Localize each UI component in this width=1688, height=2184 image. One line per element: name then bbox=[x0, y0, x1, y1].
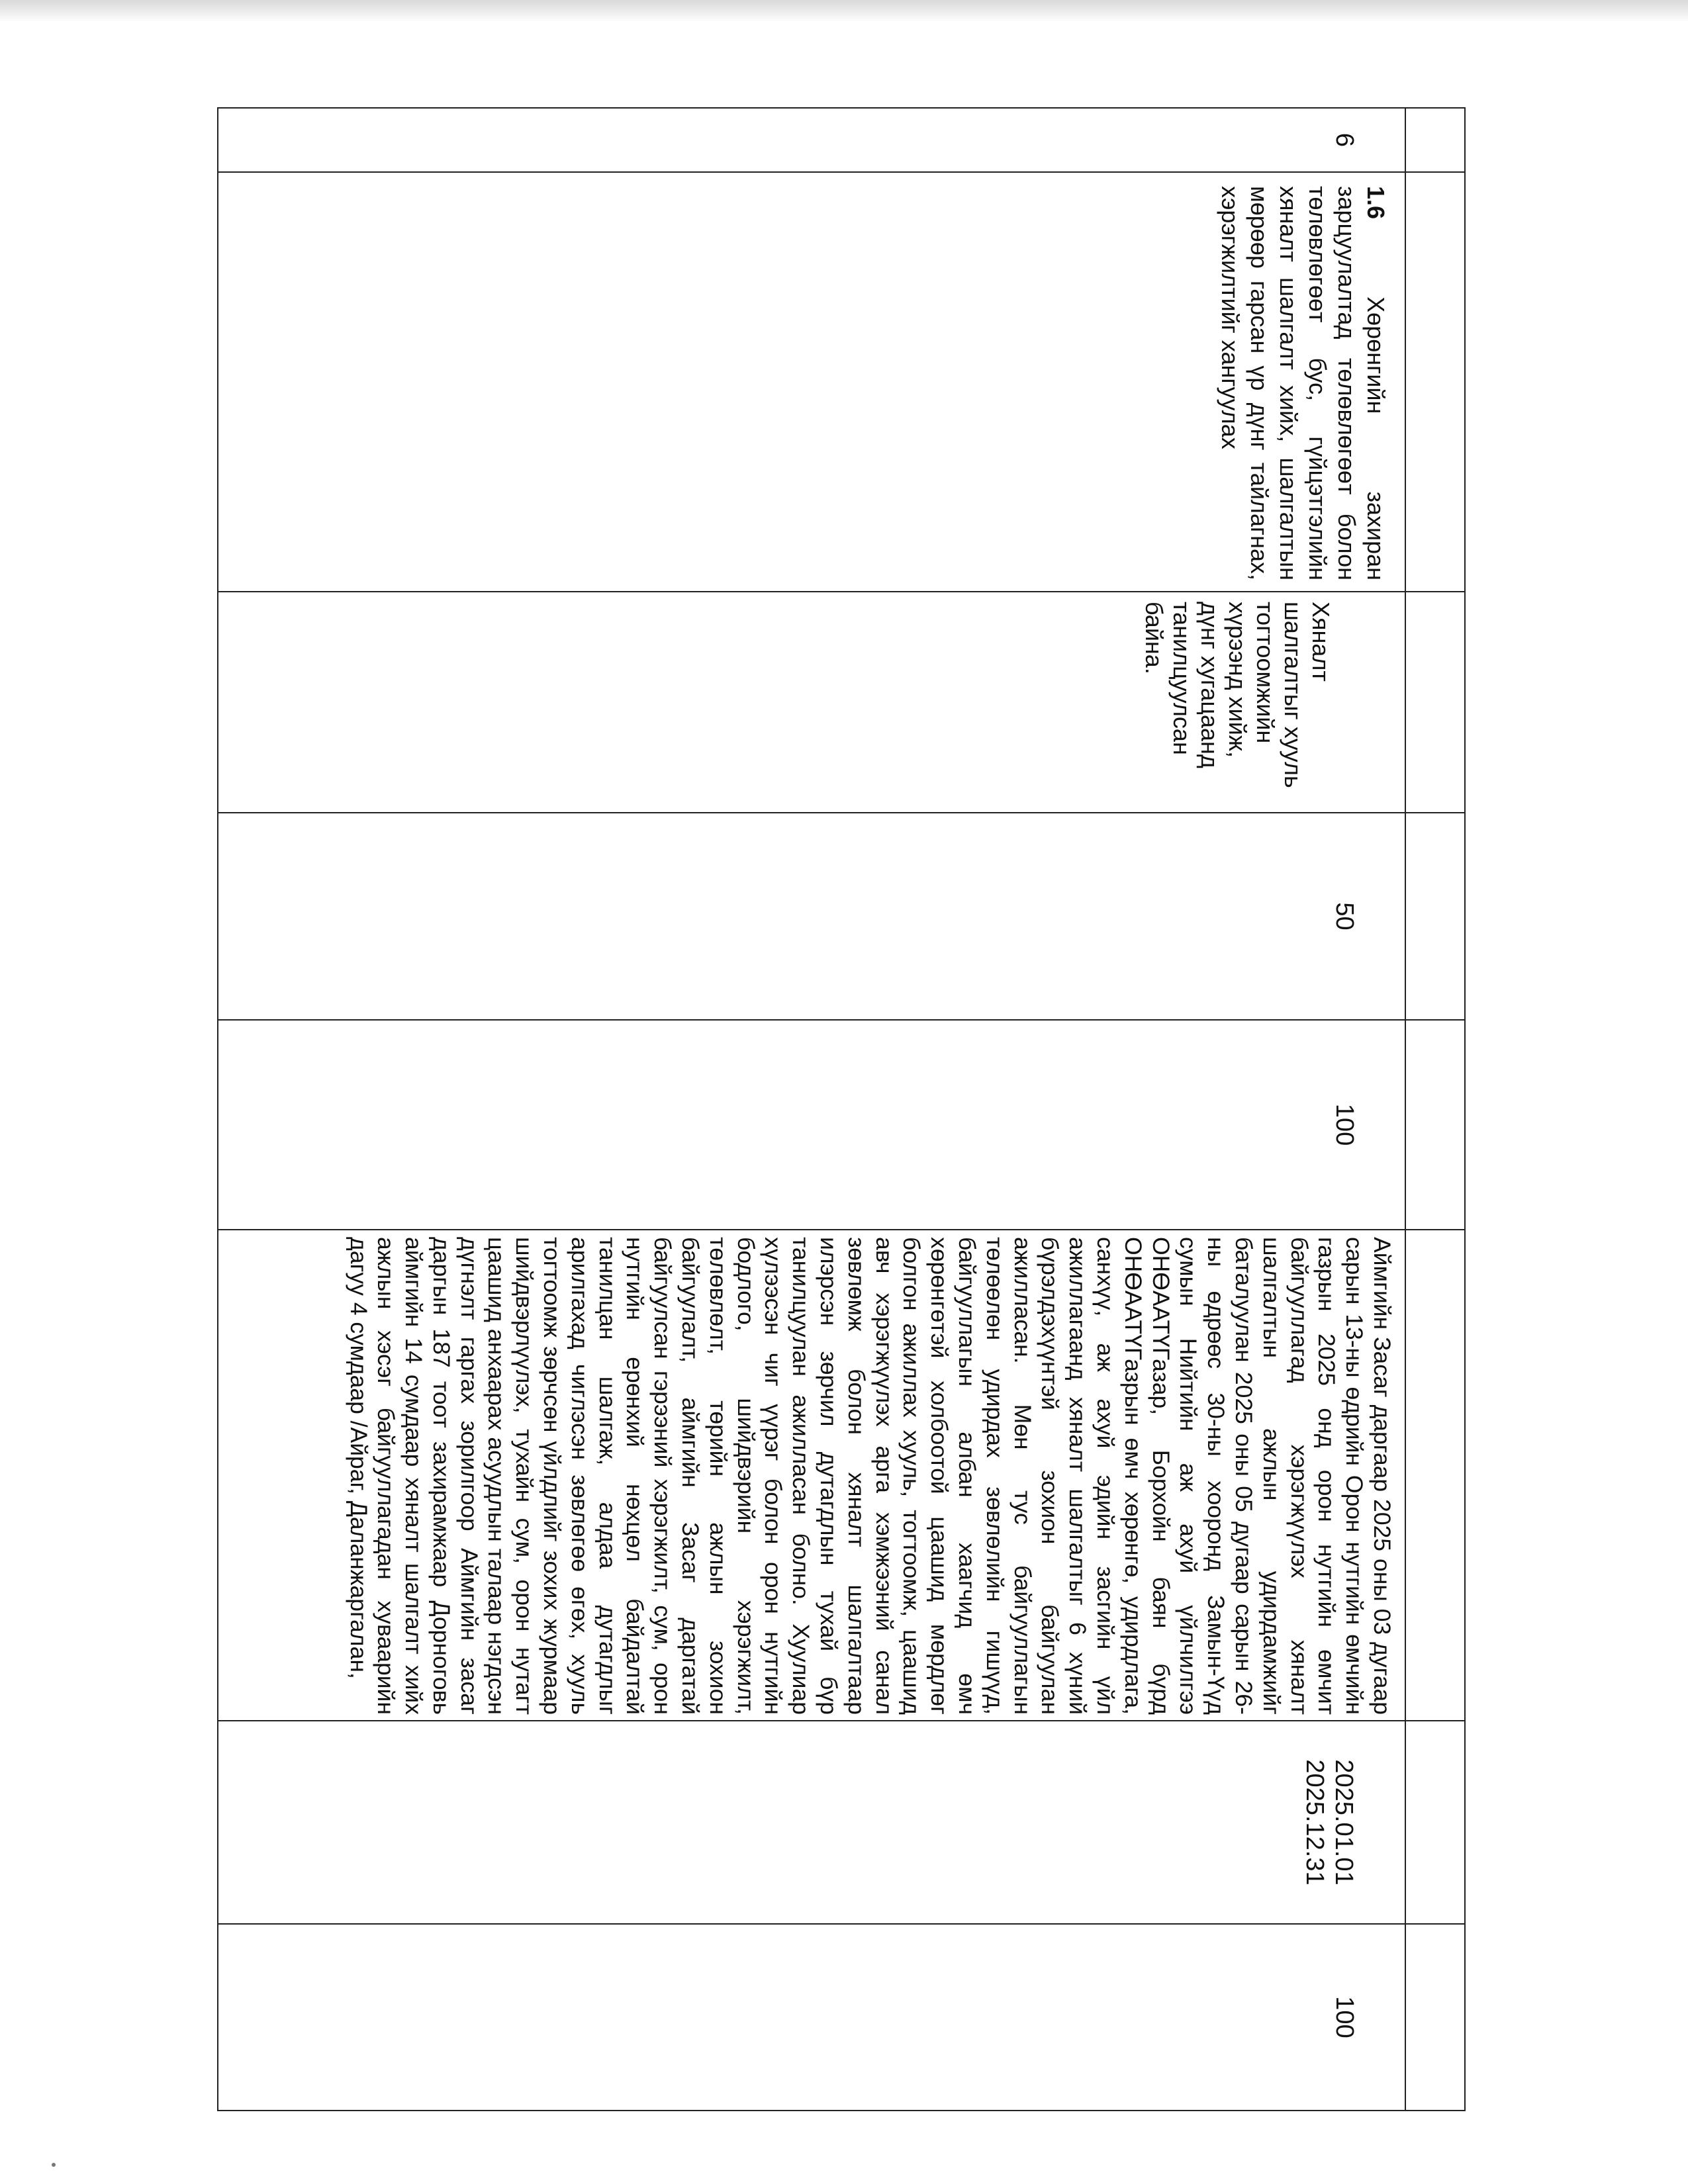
row-number: 6 bbox=[1331, 132, 1358, 148]
table-row bbox=[218, 108, 1405, 2111]
cell-task bbox=[218, 172, 1405, 592]
weight-value: 50 bbox=[1331, 902, 1358, 931]
header-cell-number bbox=[1405, 108, 1465, 172]
header-cell-date bbox=[1405, 1721, 1465, 1924]
header-cell-final bbox=[1405, 1924, 1465, 2111]
date-range bbox=[1300, 1721, 1358, 1923]
final-percent: 100 bbox=[1331, 1996, 1358, 2038]
report-table bbox=[217, 107, 1466, 2111]
criteria-text: Хяналт шалгалтыг хууль тогтоомжийн хүрээнд хийж, дүнг хугацаанд танилцуулсан байна. bbox=[1141, 602, 1335, 788]
cell-weight bbox=[218, 813, 1405, 1020]
report-text: Аймгийн Засаг даргаар 2025 оны 03 дугаар сарын 13-ны өдрийн Орон нутгийн өмчийн газрын 2025 онд орон нутгийн өмчит байгууллагад хэрэгжүүлэх хяналт шалгалтын ажлын удирдамжийг баталуулан 2025 оны 05 дугаар сарын 26-ны өдрөөс 30-ны хооронд Замын-Үүд сумын Нийтийн аж ахуй үйлчилгээ ОНӨААТҮГазар, Борхойн баян бүрд ОНӨААТҮГазрын өмч хөрөнгө, удирдлага, санхүү, аж ахуй эдийн засгийн үйл ажиллагаанд хяналт шалгалтыг 6 хүний бүрэлдэхүүнтэй зохион байгуулан ажилласан. Мөн тус байгууллагын төлөөлөн удирдах зөвлөлийн гишүүд, байгууллагын албан хаагчид өмч хөрөнгөтэй холбоотой цаашид мөрдлөг болгон ажиллах хууль, тогтоомж, цаашид авч хэрэгжүүлэх арга хэмжээний санал зөвлөмж болон хяналт шалгалтаар илэрсэн зөрчил дутагдлын тухай бүр танилцуулан ажилласан болно. Хуулиар хүлээсэн чиг үүрэг болон орон нутгийн бодлого, шийдвэрийн хэрэгжилт, төлөвлөлт, төрийн ажлын зохион байгуулалт, аймгийн Засаг даргатай байгуулсан гэрээний хэрэгжилт, сум, орон нутгийн ерөнхий нөхцөл байдалтай танилцан шалгаж, алдаа дутагдлыг арилгахад чиглэсэн зөвлөгөө өгөх, хууль тогтоомж зөрчсөн үйлдлийг зохих журмаар шийдвэрлүүлэх, тухайн сум, орон нутагт цаашид анхаарах асуудлын талаар нэгдсэн дүгнэлт гаргах зорилгоор Аймгийн засаг даргын 187 тоот захирамжаар Дорноговь аймгийн 14 сумдаар хяналт шалгалт хийх ажлын хэсэг байгууллагадан хуваарийн дагуу 4 сумдаар /Айраг, Даланжаргалан, bbox=[345, 1237, 1395, 1715]
table-header-row bbox=[1405, 108, 1465, 2111]
header-cell-plan bbox=[1405, 1020, 1465, 1230]
cell-date bbox=[218, 1721, 1405, 1924]
scan-speck bbox=[52, 2163, 56, 2167]
cell-report bbox=[218, 1230, 1405, 1721]
scan-edge bbox=[0, 0, 1688, 23]
date-start: 2025.01.01 bbox=[1330, 1759, 1358, 1886]
cell-plan bbox=[218, 1020, 1405, 1230]
header-cell-task bbox=[1405, 172, 1465, 592]
date-end: 2025.12.31 bbox=[1301, 1759, 1329, 1886]
task-code: 1.6 bbox=[1362, 186, 1389, 220]
cell-criteria bbox=[218, 592, 1405, 813]
task-description: Хөрөнгийн захиран зарцуулалтад төлөвлөгөөт болон төлөвлөгөөт бус, гүйцэтгэлийн хяналт шалгалт хийх, шалгалтын мөрөөр гарсан үр дүнг тайлагнах, хэрэгжилтийг хангуулах bbox=[1217, 186, 1389, 580]
task-text bbox=[1215, 173, 1405, 591]
cell-final bbox=[218, 1924, 1405, 2111]
cell-number bbox=[218, 108, 1405, 172]
header-cell-criteria bbox=[1405, 592, 1465, 813]
header-cell-report bbox=[1405, 1230, 1465, 1721]
plan-percent: 100 bbox=[1331, 1103, 1358, 1146]
rotated-page bbox=[220, 107, 1466, 2099]
header-cell-weight bbox=[1405, 813, 1465, 1020]
